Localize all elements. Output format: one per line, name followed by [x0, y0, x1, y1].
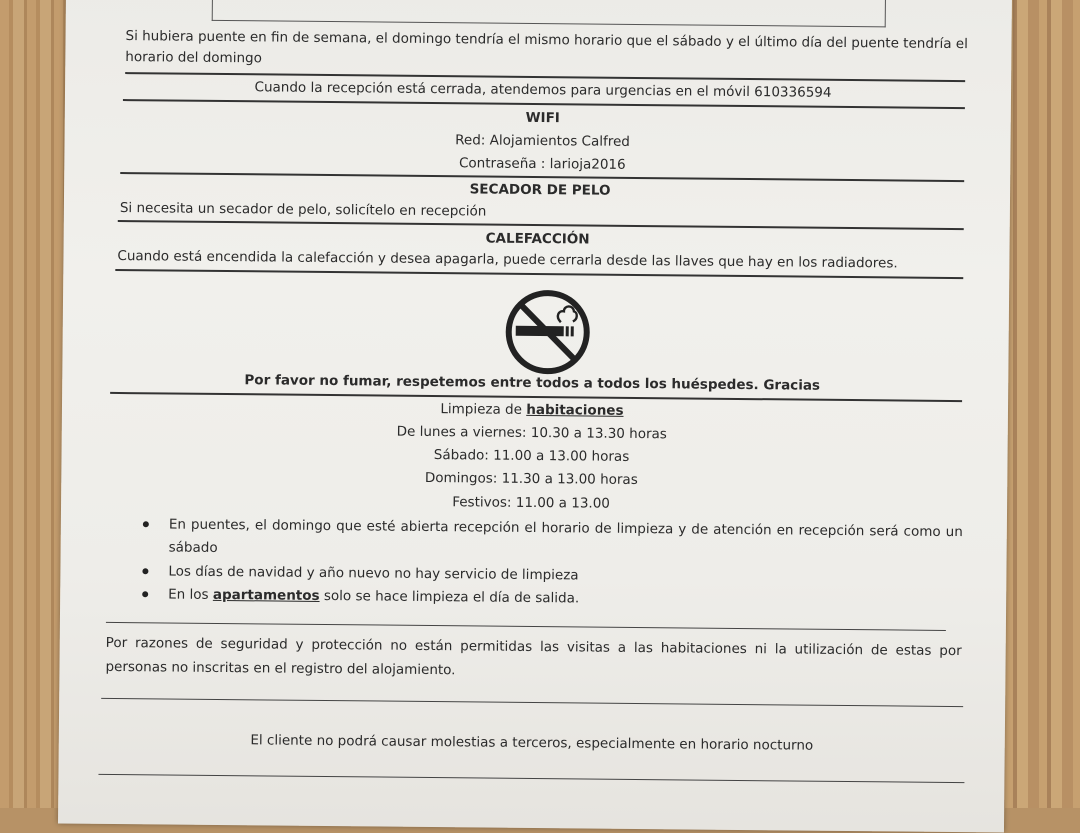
bullet-bridges-line1: En puentes, el domingo que esté abierta recepción el horario de limpieza y de atención en recepción será como un: [168, 516, 963, 541]
divider: [98, 774, 964, 783]
divider: [106, 622, 946, 631]
cleaning-sundays: Domingos: 11.30 a 13.00 horas: [424, 469, 638, 488]
dryer-text: Si necesita un secador de pelo, solicítelo en recepción: [119, 200, 487, 220]
bullet-bridges-line2: sábado: [168, 539, 218, 556]
wifi-title: WIFI: [525, 109, 560, 127]
cleaning-weekdays: De lunes a viernes: 10.30 a 13.30 horas: [396, 423, 667, 443]
bridge-text-line2: horario del domingo: [125, 49, 262, 67]
bridge-text-line1: Si hubiera puente en fin de semana, el domingo tendría el mismo horario que el sábado y el último día del puente tendría el: [125, 28, 968, 53]
heating-title: CALEFACCIÓN: [485, 230, 590, 248]
dryer-title: SECADOR DE PELO: [469, 181, 611, 199]
cleaning-title-prefix: Limpieza de: [440, 401, 527, 418]
heating-text: Cuando está encendida la calefacción y desea apagarla, puede cerrarla desde las llaves que hay en los radiadores.: [117, 247, 898, 272]
no-smoking-icon: [503, 288, 592, 377]
divider: [101, 698, 963, 707]
security-line1: Por razones de seguridad y protección no están permitidas las visitas a las habitaciones ni la utilización de estas por: [105, 634, 962, 660]
bullet-dot: [142, 591, 148, 597]
notice-paper: [58, 0, 1012, 833]
bullet-dot: [143, 521, 149, 527]
reception-closed-text: Cuando la recepción está cerrada, atendemos para urgencias en el móvil 610336594: [254, 79, 832, 101]
security-line2: personas no inscritas en el registro del alojamiento.: [105, 658, 456, 679]
wifi-network: Red: Alojamientos Calfred: [455, 132, 630, 150]
bullet-apartments: [168, 584, 579, 608]
apartments-suffix: solo se hace limpieza el día de salida.: [319, 587, 580, 607]
bullet-christmas: Los días de navidad y año nuevo no hay servicio de limpieza: [168, 563, 579, 584]
wifi-password: Contraseña : larioja2016: [458, 155, 626, 173]
bullet-dot: [142, 568, 148, 574]
cleaning-holidays: Festivos: 11.00 a 13.00: [452, 494, 611, 512]
disturb-text: El cliente no podrá causar molestias a terceros, especialmente en horario nocturno: [250, 732, 814, 754]
apartments-emph: apartamentos: [212, 586, 320, 604]
apartments-prefix: En los: [168, 586, 213, 603]
no-smoking-text: Por favor no fumar, respetemos entre todos a todos los huéspedes. Gracias: [244, 372, 821, 394]
cleaning-title-rooms: habitaciones: [526, 401, 624, 419]
cleaning-saturday: Sábado: 11.00 a 13.00 horas: [433, 447, 630, 465]
top-box: [212, 0, 886, 27]
